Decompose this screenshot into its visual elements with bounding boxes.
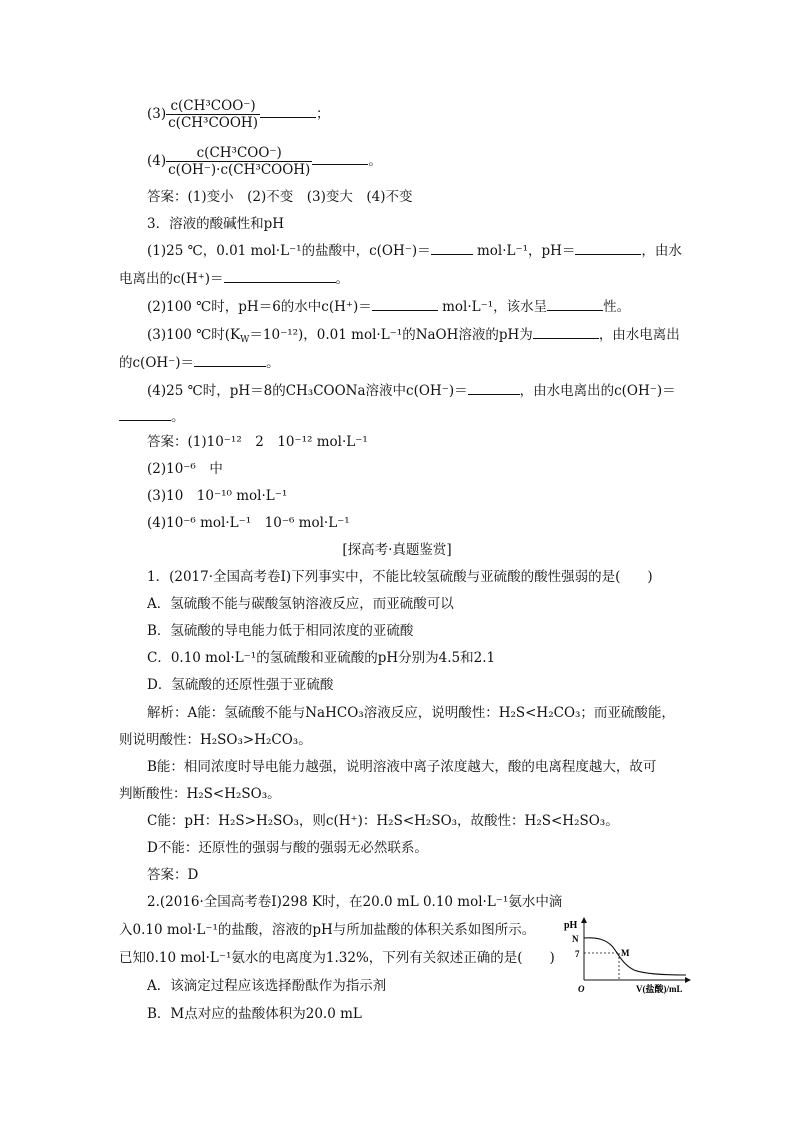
point-m-label: M	[621, 948, 630, 958]
section3-heading: 3．溶液的酸碱性和pH	[147, 216, 285, 232]
s3-p4-line2: 。	[119, 407, 185, 426]
q1-option-d: D．氢硫酸的还原性强于亚硫酸	[147, 677, 334, 693]
x-axis-label: V(盐酸)/mL	[636, 984, 683, 994]
s3-p2-blank2[interactable]	[547, 297, 603, 311]
y-mark-7: 7	[575, 949, 580, 959]
titration-chart	[562, 912, 694, 996]
gaokao-heading: [探高考·真题鉴赏]	[342, 542, 452, 558]
q1-option-c: C．0.10 mol·L⁻¹的氢硫酸和亚硫酸的pH分别为4.5和2.1	[147, 650, 496, 666]
item-3-label: (3)	[147, 106, 167, 122]
y-axis-label: pH	[564, 920, 578, 931]
s3-p1-blank2[interactable]	[575, 241, 641, 255]
item-4-label: (4)	[147, 153, 167, 169]
item-4: (4) $\frac{\text{c(CH³COO⁻)}}{\text{c(OH⁻)·c(CH³COOH)}}$ 。	[147, 145, 382, 178]
s3-p4-blank2[interactable]	[119, 407, 171, 421]
q2-option-a: A．该滴定过程应该选择酚酞作为指示剂	[147, 978, 387, 994]
item-4-fraction: $\frac{\text{c(CH³COO⁻)}}{\text{c(OH⁻)·c(CH³COOH)}}$	[168, 145, 311, 178]
titration-curve	[584, 938, 686, 975]
s3-answer-4: (4)10⁻⁶ mol·L⁻¹ 10⁻⁶ mol·L⁻¹	[147, 515, 350, 531]
q2-option-b: B．M点对应的盐酸体积为20.0 mL	[147, 1006, 362, 1022]
q2-stem-1: 2.(2016·全国高考卷Ⅰ)298 K时，在20.0 mL 0.10 mol·L⁻¹氨水中滴	[147, 894, 563, 910]
q2-stem-2: 入0.10 mol·L⁻¹的盐酸，溶液的pH与所加盐酸的体积关系如图所示。	[119, 922, 536, 938]
q1-analysis-2: 则说明酸性：H₂SO₃>H₂CO₃。	[119, 732, 312, 748]
s3-p4-blank1[interactable]	[468, 381, 520, 395]
q1-option-b: B．氢硫酸的导电能力低于相同浓度的亚硫酸	[147, 623, 414, 639]
s3-p3-line1: (3)100 ℃时$(K_W=10^{-12})$，0.01 mol·L⁻¹的NaOH溶液的pH为 ，由水电离出	[147, 327, 680, 345]
y-mark-n: N	[572, 934, 579, 944]
q1-analysis-3: B能：相同浓度时导电能力越强，说明溶液中离子浓度越大，酸的电离程度越大，故可	[147, 759, 657, 775]
q1-analysis-5: C能：pH：H₂S>H₂SO₃，则c(H⁺)：H₂S<H₂SO₃，故酸性：H₂S<H₂SO₃。	[147, 813, 619, 829]
s3-answer-2: (2)10⁻⁶ 中	[147, 461, 223, 477]
q1-stem: 1．(2017·全国高考卷Ⅰ)下列事实中，不能比较氢硫酸与亚硫酸的酸性强弱的是( )	[147, 569, 653, 585]
q1-analysis-4: 判断酸性：H₂S<H₂SO₃。	[119, 786, 281, 802]
s3-p4-line1: (4)25 ℃时，pH＝8的CH₃COONa溶液中c(OH⁻)＝ ，由水电离出的c(OH⁻)＝	[147, 383, 676, 399]
item-3-fraction: $\frac{\text{c(CH³COO⁻)}}{\text{c(CH³COOH)}}$	[168, 98, 258, 131]
s3-p1-blank1[interactable]	[431, 241, 473, 255]
s3-p2-blank1[interactable]	[372, 297, 438, 311]
item-3-blank[interactable]	[260, 104, 316, 118]
q1-analysis-1: 解析：A能：氢硫酸不能与NaHCO₃溶液反应，说明酸性：H₂S<H₂CO₃；而亚硫酸能，	[147, 705, 675, 721]
s3-p1-blank3[interactable]	[224, 269, 336, 283]
answer-previous: 答案：(1)变小 (2)不变 (3)变大 (4)不变	[147, 189, 413, 205]
s3-p2: (2)100 ℃时，pH＝6的水中c(H⁺)＝ mol·L⁻¹，该水呈 性。	[147, 299, 631, 315]
s3-p3-blank1[interactable]	[533, 325, 599, 339]
q2-stem-3: 已知0.10 mol·L⁻¹氨水的电离度为1.32%，下列有关叙述正确的是( )	[119, 950, 555, 966]
s3-answer-1: 答案：(1)10⁻¹² 2 10⁻¹² mol·L⁻¹	[147, 434, 368, 450]
s3-p3-blank2[interactable]	[194, 353, 266, 367]
s3-p1-line1: (1)25 ℃，0.01 mol·L⁻¹的盐酸中，c(OH⁻)＝ mol·L⁻¹，pH＝ ，由水	[147, 243, 682, 259]
q1-option-a: A．氢硫酸不能与碳酸氢钠溶液反应，而亚硫酸可以	[147, 596, 454, 612]
s3-answer-3: (3)10 10⁻¹⁰ mol·L⁻¹	[147, 488, 288, 504]
q1-analysis-6: D不能：还原性的强弱与酸的强弱无必然联系。	[147, 840, 428, 856]
s3-p1-line2: 电离出的c(H⁺)＝ 。	[119, 271, 349, 287]
q1-answer: 答案：D	[147, 867, 199, 883]
item-3: (3) $\frac{\text{c(CH³COO⁻)}}{\text{c(CH³COOH)}}$ ；	[147, 98, 330, 131]
s3-p3-line2: 的c(OH⁻)＝ 。	[119, 355, 280, 371]
item-4-blank[interactable]	[312, 151, 368, 165]
origin-label: O	[578, 984, 585, 994]
